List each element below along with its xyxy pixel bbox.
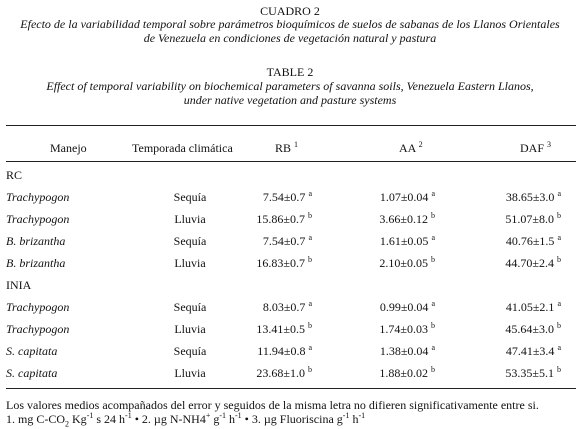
cell-temporada: Lluvia xyxy=(174,322,206,336)
header-aa: AA $^2$ xyxy=(399,140,423,155)
cell-temporada: Sequía xyxy=(173,300,207,314)
header-temporada: Temporada climática xyxy=(132,141,233,155)
cell-manejo: Trachypogon xyxy=(6,300,70,314)
group-label: INIA xyxy=(6,278,32,292)
cell-aa: 1.07±0.04 $^a$ xyxy=(379,189,435,204)
cell-temporada: Sequía xyxy=(173,234,207,248)
caption-title-es-line2: de Venezuela en condiciones de vegetación natural y pastura xyxy=(143,31,437,45)
footnote-significance: Los valores medios acompañados del error y seguidos de la misma letra no difieren significativamente entre si. xyxy=(6,398,539,412)
cell-aa: 1.61±0.05 $^a$ xyxy=(379,233,435,248)
cell-aa: 1.88±0.02 $^b$ xyxy=(379,365,435,380)
cell-temporada: Lluvia xyxy=(174,256,206,270)
cell-aa: 3.66±0.12 $^b$ xyxy=(379,211,435,226)
cell-temporada: Sequía xyxy=(173,344,207,358)
cell-aa: 1.74±0.03 $^b$ xyxy=(379,321,435,336)
cell-daf: 38.65±3.0 $^a$ xyxy=(505,189,561,204)
cell-rb: 7.54±0.7 $^a$ xyxy=(262,189,312,204)
header-manejo: Manejo xyxy=(50,141,87,155)
cell-aa: 0.99±0.04 $^a$ xyxy=(379,299,435,314)
cell-rb: 11.94±0.8 $^a$ xyxy=(257,343,312,358)
caption-title-en-line2: under native vegetation and pasture systems xyxy=(183,93,397,107)
cell-rb: 8.03±0.7 $^a$ xyxy=(262,299,312,314)
cell-daf: 53.35±5.1 $^b$ xyxy=(505,365,561,380)
cell-daf: 47.41±3.4 $^a$ xyxy=(505,343,561,358)
cell-temporada: Lluvia xyxy=(174,366,206,380)
cell-daf: 40.76±1.5 $^a$ xyxy=(505,233,561,248)
header-rb: RB $^1$ xyxy=(275,140,299,155)
table-header-rule xyxy=(6,161,576,162)
cell-aa: 2.10±0.05 $^b$ xyxy=(379,255,435,270)
header-daf: DAF $^3$ xyxy=(520,140,552,155)
cell-temporada: Sequía xyxy=(173,190,207,204)
table-bottom-rule xyxy=(6,388,576,389)
cell-temporada: Lluvia xyxy=(174,212,206,226)
cell-manejo: B. brizantha xyxy=(6,234,66,248)
cell-manejo: Trachypogon xyxy=(6,322,70,336)
caption-label-es: CUADRO 2 xyxy=(260,4,320,18)
table-top-rule xyxy=(6,125,576,126)
cell-rb: 23.68±1.0 $^b$ xyxy=(256,365,312,380)
cell-manejo: S. capitata xyxy=(6,344,58,358)
footnote-units: 1. mg $C-CO_2$ $Kg^{-1}$ s 24 $h^{-1}$ • 2. µg N-NH4+ $g^{-1}$ $h^{-1}$ • 3. µg Fluoriscina $g^{-1}$ $h^{-1}$ xyxy=(6,411,366,429)
cell-rb: 13.41±0.5 $^b$ xyxy=(256,321,312,336)
cell-aa: 1.38±0.04 $^a$ xyxy=(379,343,435,358)
cell-manejo: B. brizantha xyxy=(6,256,66,270)
cell-rb: 15.86±0.7 $^b$ xyxy=(256,211,312,226)
caption-label-en: TABLE 2 xyxy=(266,65,314,79)
cell-daf: 41.05±2.1 $^a$ xyxy=(505,299,561,314)
cell-rb: 7.54±0.7 $^a$ xyxy=(262,233,312,248)
cell-rb: 16.83±0.7 $^b$ xyxy=(256,255,312,270)
caption-title-en-line1: Effect of temporal variability on biochemical parameters of savanna soils, Venezuela Eastern Llanos, xyxy=(46,79,534,93)
caption-title-es-line1: Efecto de la variabilidad temporal sobre parámetros bioquímicos de suelos de sabanas de los Llanos Orientales xyxy=(20,17,560,31)
cell-daf: 45.64±3.0 $^b$ xyxy=(505,321,561,336)
cell-manejo: Trachypogon xyxy=(6,212,70,226)
cell-manejo: S. capitata xyxy=(6,366,58,380)
group-label: RC xyxy=(6,168,23,182)
cell-manejo: Trachypogon xyxy=(6,190,70,204)
cell-daf: 44.70±2.4 $^b$ xyxy=(505,255,561,270)
cell-daf: 51.07±8.0 $^b$ xyxy=(505,211,561,226)
